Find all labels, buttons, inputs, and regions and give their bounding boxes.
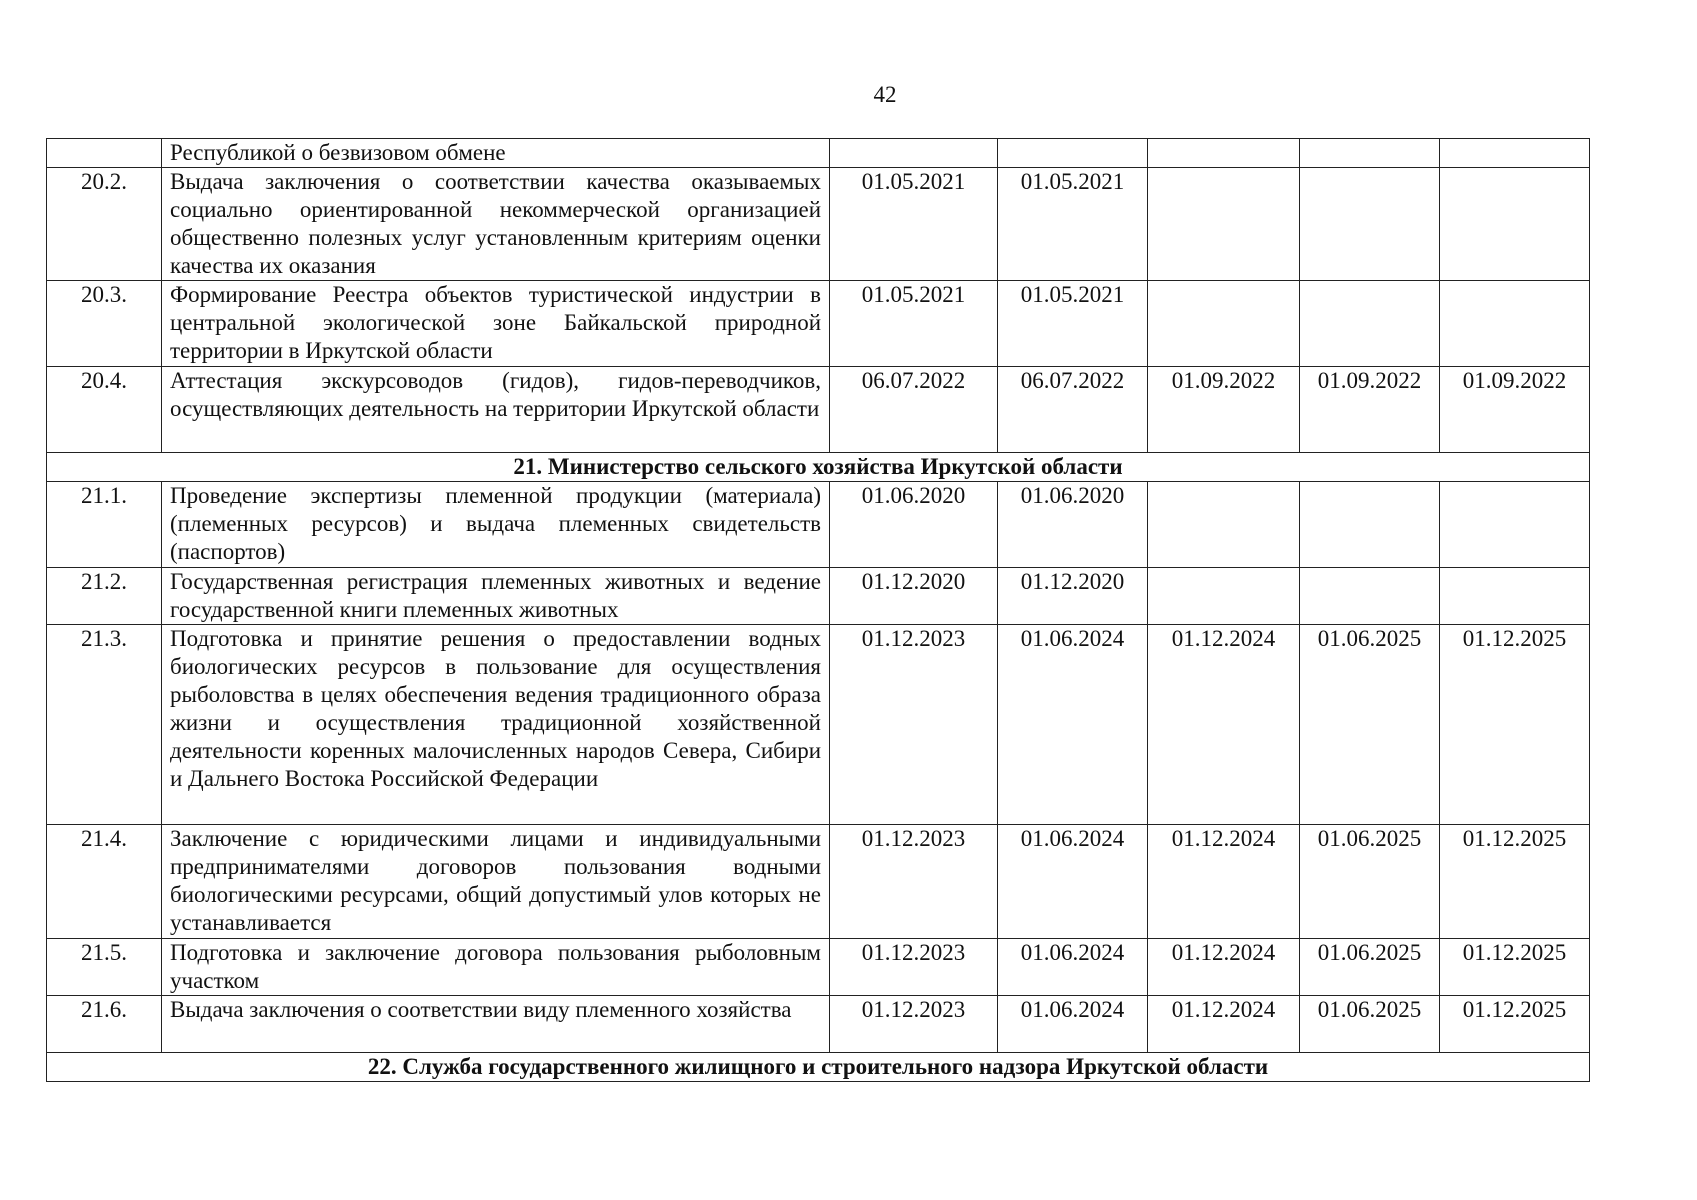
date-cell: 01.06.2025 (1300, 996, 1440, 1053)
date-cell: 01.06.2025 (1300, 825, 1440, 939)
date-cell: 01.12.2020 (830, 568, 998, 625)
date-cell: 01.09.2022 (1300, 367, 1440, 453)
date-cell (1148, 281, 1300, 367)
table-row (47, 281, 1590, 367)
date-cell (1440, 482, 1590, 568)
date-cell (830, 139, 998, 168)
row-description: Аттестация экскурсоводов (гидов), гидов-переводчиков, осуществляющих деятельность на территории Иркутской области (162, 367, 830, 453)
date-cell (998, 139, 1148, 168)
date-cell (1300, 168, 1440, 281)
date-cell: 01.06.2020 (830, 482, 998, 568)
table-row (47, 367, 1590, 453)
date-cell: 01.12.2023 (830, 996, 998, 1053)
row-number: 21.6. (47, 996, 162, 1053)
date-cell: 01.12.2023 (830, 825, 998, 939)
row-description: Формирование Реестра объектов туристической индустрии в центральной экологической зоне Байкальской природной территории в Иркутской области (162, 281, 830, 367)
row-description: Подготовка и принятие решения о предоставлении водных биологических ресурсов в пользование для осуществления рыболовства в целях обеспечения ведения традиционного образа жизни и осуществления традиционной хозяйственной деятельности коренных малочисленных народов Севера, Сибири и Дальнего Востока Российской Федерации (162, 625, 830, 825)
date-cell: 01.05.2021 (998, 168, 1148, 281)
date-cell: 01.12.2025 (1440, 996, 1590, 1053)
date-cell: 06.07.2022 (998, 367, 1148, 453)
services-table (46, 138, 1590, 1082)
row-number: 20.4. (47, 367, 162, 453)
table-row (47, 825, 1590, 939)
date-cell: 01.12.2024 (1148, 625, 1300, 825)
table-row (47, 939, 1590, 996)
row-description: Проведение экспертизы племенной продукции (материала) (племенных ресурсов) и выдача племенных свидетельств (паспортов) (162, 482, 830, 568)
row-description: Республикой о безвизовом обмене (162, 139, 830, 168)
date-cell: 01.12.2023 (830, 625, 998, 825)
date-cell (1440, 281, 1590, 367)
date-cell (1440, 168, 1590, 281)
date-cell (1148, 568, 1300, 625)
row-description: Заключение с юридическими лицами и индивидуальными предпринимателями договоров пользования водными биологическими ресурсами, общий допустимый улов которых не устанавливается (162, 825, 830, 939)
date-cell: 01.12.2025 (1440, 825, 1590, 939)
table-row (47, 139, 1590, 168)
page-number: 42 (873, 82, 897, 107)
date-cell: 01.12.2023 (830, 939, 998, 996)
table-row (47, 625, 1590, 825)
date-cell (1440, 568, 1590, 625)
date-cell (1300, 568, 1440, 625)
row-number: 21.2. (47, 568, 162, 625)
date-cell: 01.12.2025 (1440, 939, 1590, 996)
date-cell: 01.05.2021 (830, 281, 998, 367)
date-cell (1148, 168, 1300, 281)
row-number (47, 139, 162, 168)
row-number: 21.5. (47, 939, 162, 996)
date-cell: 01.12.2024 (1148, 939, 1300, 996)
row-description: Выдача заключения о соответствии качества оказываемых социально ориентированной некоммерческой организацией общественно полезных услуг установленным критериям оценки качества их оказания (162, 168, 830, 281)
date-cell (1148, 139, 1300, 168)
date-cell: 01.09.2022 (1148, 367, 1300, 453)
section-title: 22. Служба государственного жилищного и строительного надзора Иркутской области (47, 1053, 1590, 1082)
row-number: 21.1. (47, 482, 162, 568)
table-row (47, 568, 1590, 625)
table-body (47, 139, 1590, 1082)
table-row (47, 996, 1590, 1053)
row-number: 20.3. (47, 281, 162, 367)
date-cell: 01.06.2024 (998, 825, 1148, 939)
row-description: Государственная регистрация племенных животных и ведение государственной книги племенных животных (162, 568, 830, 625)
date-cell: 01.06.2020 (998, 482, 1148, 568)
table-row (47, 482, 1590, 568)
section-title: 21. Министерство сельского хозяйства Иркутской области (47, 453, 1590, 482)
date-cell: 01.12.2024 (1148, 996, 1300, 1053)
date-cell: 01.12.2024 (1148, 825, 1300, 939)
date-cell (1440, 139, 1590, 168)
section-heading-row (47, 453, 1590, 482)
date-cell: 06.07.2022 (830, 367, 998, 453)
row-number: 20.2. (47, 168, 162, 281)
date-cell: 01.06.2024 (998, 625, 1148, 825)
date-cell: 01.06.2024 (998, 939, 1148, 996)
date-cell: 01.12.2025 (1440, 625, 1590, 825)
date-cell: 01.05.2021 (998, 281, 1148, 367)
date-cell (1300, 482, 1440, 568)
date-cell (1148, 482, 1300, 568)
row-number: 21.3. (47, 625, 162, 825)
date-cell: 01.06.2025 (1300, 625, 1440, 825)
date-cell (1300, 281, 1440, 367)
date-cell: 01.09.2022 (1440, 367, 1590, 453)
row-number: 21.4. (47, 825, 162, 939)
table-row (47, 168, 1590, 281)
date-cell: 01.06.2025 (1300, 939, 1440, 996)
date-cell (1300, 139, 1440, 168)
date-cell: 01.12.2020 (998, 568, 1148, 625)
section-heading-row (47, 1053, 1590, 1082)
date-cell: 01.05.2021 (830, 168, 998, 281)
date-cell: 01.06.2024 (998, 996, 1148, 1053)
row-description: Подготовка и заключение договора пользования рыболовным участком (162, 939, 830, 996)
row-description: Выдача заключения о соответствии виду племенного хозяйства (162, 996, 830, 1053)
